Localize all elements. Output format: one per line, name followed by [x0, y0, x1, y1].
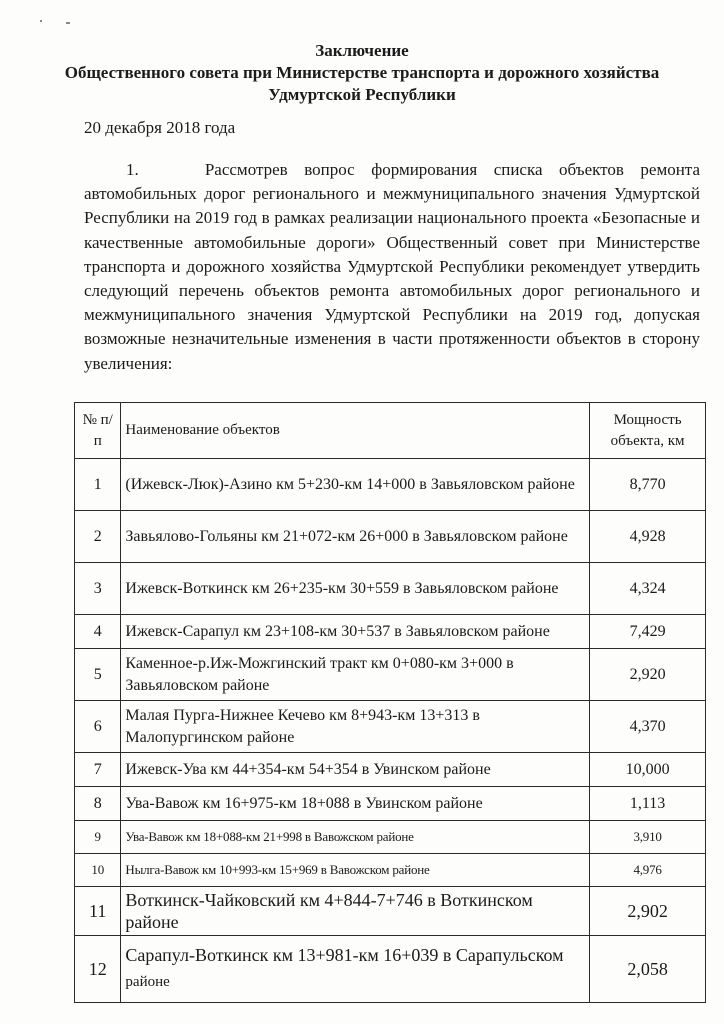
row-name: Нылга-Вавож км 10+993-км 15+969 в Вавожском районе — [121, 854, 590, 887]
row-length: 2,920 — [590, 649, 706, 701]
table-row — [75, 649, 706, 701]
document-date: 20 декабря 2018 года — [84, 118, 236, 137]
document-title: Заключение — [315, 41, 409, 60]
row-name-main: Сарапул-Воткинск км 13+981-км 16+039 в Сарапульском — [125, 945, 564, 965]
row-num: 2 — [75, 511, 121, 563]
row-name-continued: районе — [125, 974, 170, 990]
row-num: 8 — [75, 787, 121, 821]
scan-speck — [66, 22, 70, 24]
row-length: 4,928 — [590, 511, 706, 563]
row-name — [121, 936, 590, 1003]
row-num: 3 — [75, 563, 121, 615]
row-length: 10,000 — [590, 753, 706, 787]
row-name: Ижевск-Сарапул км 23+108-км 30+537 в Завьяловском районе — [121, 615, 590, 649]
row-num: 7 — [75, 753, 121, 787]
document-subtitle: Общественного совета при Министерстве транспорта и дорожного хозяйства — [64, 63, 660, 82]
row-name: (Ижевск-Люк)-Азино км 5+230-км 14+000 в Завьяловском районе — [121, 459, 590, 511]
row-num: 9 — [75, 821, 121, 854]
row-num: 11 — [75, 887, 121, 936]
header-length: Мощность объекта, км — [590, 403, 706, 459]
row-name: Малая Пурга-Нижнее Кечево км 8+943-км 13+313 в Малопургинском районе — [121, 701, 590, 753]
row-num: 1 — [75, 459, 121, 511]
body-paragraph: 1. Рассмотрев вопрос формирования списка объектов ремонта автомобильных дорог регионального и межмуниципального значения Удмуртской Республики на 2019 год в рамках реализации национального проекта «Безопасные и качественные автомобильные дороги» Общественный совет при Министерстве транспорта и дорожного хозяйства Удмуртской Республики рекомендует утвердить следующий перечень объектов ремонта автомобильных дорог регионального и межмуниципального значения Удмуртской Республики на 2019 год, допуская возможные незначительные изменения в части протяженности объектов в сторону увеличения: — [84, 160, 700, 373]
row-name: Ува-Вавож км 18+088-км 21+998 в Вавожском районе — [121, 821, 590, 854]
table-row — [75, 511, 706, 563]
row-length: 1,113 — [590, 787, 706, 821]
row-name: Ижевск-Воткинск км 26+235-км 30+559 в Завьяловском районе — [121, 563, 590, 615]
table-header-row — [75, 403, 706, 459]
row-length: 4,324 — [590, 563, 706, 615]
row-length: 7,429 — [590, 615, 706, 649]
row-length: 2,058 — [590, 936, 706, 1003]
objects-table — [74, 402, 706, 1003]
row-num: 6 — [75, 701, 121, 753]
table-row — [75, 459, 706, 511]
row-length: 4,976 — [590, 854, 706, 887]
table-row — [75, 821, 706, 854]
row-length: 4,370 — [590, 701, 706, 753]
row-name: Завьялово-Гольяны км 21+072-км 26+000 в Завьяловском районе — [121, 511, 590, 563]
row-num: 4 — [75, 615, 121, 649]
header-name: Наименование объектов — [121, 403, 590, 459]
table-row — [75, 854, 706, 887]
row-length: 2,902 — [590, 887, 706, 936]
row-num: 5 — [75, 649, 121, 701]
table-row — [75, 936, 706, 1003]
header-num: № п/п — [75, 403, 121, 459]
table-row — [75, 701, 706, 753]
row-num: 10 — [75, 854, 121, 887]
row-num: 12 — [75, 936, 121, 1003]
row-length: 3,910 — [590, 821, 706, 854]
row-name: Воткинск-Чайковский км 4+844-7+746 в Воткинском районе — [121, 887, 590, 936]
row-name: Ува-Вавож км 16+975-км 18+088 в Увинском районе — [121, 787, 590, 821]
scan-speck — [40, 20, 42, 22]
row-name: Ижевск-Ува км 44+354-км 54+354 в Увинском районе — [121, 753, 590, 787]
table-row — [75, 615, 706, 649]
row-length: 8,770 — [590, 459, 706, 511]
row-name: Каменное-р.Иж-Можгинский тракт км 0+080-км 3+000 в Завьяловском районе — [121, 649, 590, 701]
table-row — [75, 887, 706, 936]
document-subtitle-region: Удмуртской Республики — [268, 85, 456, 104]
table-row — [75, 787, 706, 821]
table-row — [75, 753, 706, 787]
table-row — [75, 563, 706, 615]
